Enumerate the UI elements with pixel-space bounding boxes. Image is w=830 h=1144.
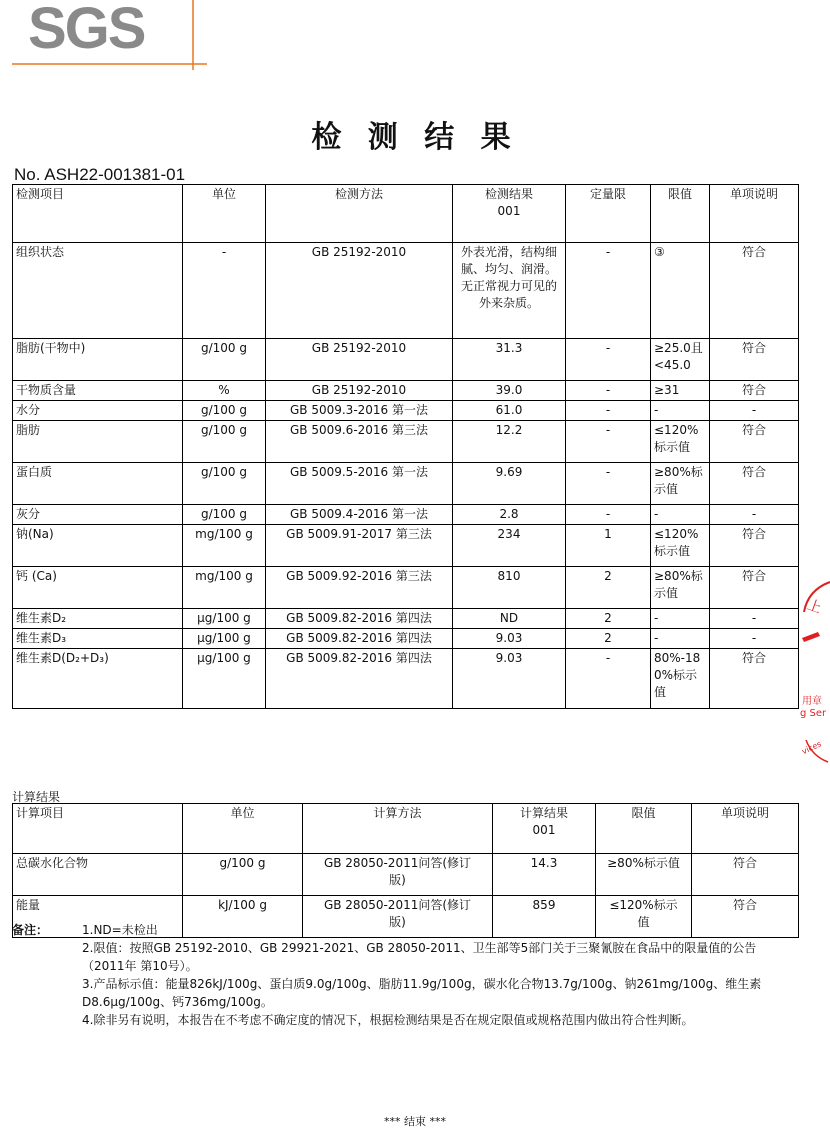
column-header: 定量限: [566, 185, 651, 243]
table-cell: 符合: [692, 854, 799, 896]
table-row: [13, 339, 799, 381]
table-cell: ≥80%标 示值: [651, 463, 710, 505]
table-cell: -: [566, 339, 651, 381]
table-row: [13, 401, 799, 421]
column-header: 计算项目: [13, 804, 183, 854]
table-cell: GB 28050-2011问答(修订 版): [303, 896, 493, 938]
table-cell: 总碳水化合物: [13, 854, 183, 896]
table-cell: -: [566, 401, 651, 421]
table-cell: -: [566, 505, 651, 525]
table-cell: 外表光滑，结构细腻、均匀、润滑。无正常视力可见的外来杂质。: [453, 243, 566, 339]
column-header: 单位: [183, 804, 303, 854]
table-cell: 能量: [13, 896, 183, 938]
column-header: 计算方法: [303, 804, 493, 854]
table-row: [13, 649, 799, 709]
table-cell: g/100 g: [183, 401, 266, 421]
table-row: [13, 381, 799, 401]
table-cell: -: [710, 609, 799, 629]
table-cell: -: [566, 421, 651, 463]
table-cell: 39.0: [453, 381, 566, 401]
test-results-table: [12, 184, 799, 709]
table-cell: 灰分: [13, 505, 183, 525]
remark-item: 1.ND=未检出: [82, 923, 158, 937]
table-cell: 符合: [710, 421, 799, 463]
table-cell: GB 5009.82-2016 第四法: [266, 609, 453, 629]
column-header: 检测结果 001: [453, 185, 566, 243]
table-cell: g/100 g: [183, 854, 303, 896]
table-cell: -: [566, 381, 651, 401]
table-cell: GB 5009.82-2016 第四法: [266, 629, 453, 649]
table-row: [13, 505, 799, 525]
table-row: [13, 243, 799, 339]
table-cell: ≥80%标 示值: [651, 567, 710, 609]
table-row: [13, 525, 799, 567]
remark-item: 3.产品标示值：能量826kJ/100g、蛋白质9.0g/100g、脂肪11.9g/100g，碳水化合物13.7g/100g、钠261mg/100g、维生素D8.6μg/100g、钙736mg/100g。: [82, 977, 762, 1009]
table-cell: 31.3: [453, 339, 566, 381]
table-cell: ≤120%标示 值: [596, 896, 692, 938]
table-cell: GB 28050-2011问答(修订 版): [303, 854, 493, 896]
table-cell: 符合: [692, 896, 799, 938]
report-number: No. ASH22-001381-01: [14, 165, 186, 184]
table-cell: 2: [566, 629, 651, 649]
table-cell: GB 5009.6-2016 第三法: [266, 421, 453, 463]
table-cell: 维生素D₃: [13, 629, 183, 649]
table-cell: mg/100 g: [183, 525, 266, 567]
calc-section-label: 计算结果: [12, 790, 61, 804]
table-cell: 符合: [710, 525, 799, 567]
table-row: [13, 609, 799, 629]
stamp-char: 上: [804, 596, 824, 617]
column-header: 限值: [596, 804, 692, 854]
table-cell: 钠(Na): [13, 525, 183, 567]
page-title: 检 测 结 果: [311, 120, 519, 155]
table-cell: -: [183, 243, 266, 339]
table-cell: GB 25192-2010: [266, 381, 453, 401]
company-seal-stamp: [798, 570, 830, 770]
table-cell: GB 5009.91-2017 第三法: [266, 525, 453, 567]
table-cell: 2: [566, 567, 651, 609]
table-cell: ≥31: [651, 381, 710, 401]
table-cell: 符合: [710, 463, 799, 505]
stamp-text-line: 用章: [802, 696, 822, 707]
table-cell: GB 5009.4-2016 第一法: [266, 505, 453, 525]
table-cell: 9.69: [453, 463, 566, 505]
table-cell: 钙 (Ca): [13, 567, 183, 609]
table-cell: 符合: [710, 381, 799, 401]
table-row: [13, 463, 799, 505]
table-cell: 61.0: [453, 401, 566, 421]
table-cell: 9.03: [453, 629, 566, 649]
stamp-mark: [802, 632, 820, 642]
table-cell: -: [651, 629, 710, 649]
table-cell: GB 25192-2010: [266, 339, 453, 381]
table-cell: 符合: [710, 649, 799, 709]
table-cell: ≤120% 标示值: [651, 421, 710, 463]
table-cell: ≥80%标示值: [596, 854, 692, 896]
table-cell: -: [566, 463, 651, 505]
table-cell: μg/100 g: [183, 609, 266, 629]
table-cell: ≥25.0且 <45.0: [651, 339, 710, 381]
table-cell: GB 5009.82-2016 第四法: [266, 649, 453, 709]
table-cell: ≤120% 标示值: [651, 525, 710, 567]
table-cell: 脂肪(干物中): [13, 339, 183, 381]
table-cell: 脂肪: [13, 421, 183, 463]
remark-item: 2.限值：按照GB 25192-2010、GB 29921-2021、GB 28050-2011、卫生部等5部门关于三聚氰胺在食品中的限量值的公告（2011年 第10号）。: [82, 941, 757, 973]
sgs-logo: [12, 0, 207, 70]
table-cell: mg/100 g: [183, 567, 266, 609]
table-cell: μg/100 g: [183, 649, 266, 709]
table-header-row: [13, 804, 799, 854]
table-cell: 859: [493, 896, 596, 938]
table-cell: ND: [453, 609, 566, 629]
column-header: 单项说明: [710, 185, 799, 243]
table-cell: kJ/100 g: [183, 896, 303, 938]
table-cell: 蛋白质: [13, 463, 183, 505]
table-row: [13, 567, 799, 609]
table-cell: -: [710, 401, 799, 421]
table-cell: 9.03: [453, 649, 566, 709]
table-cell: ③: [651, 243, 710, 339]
table-header-row: [13, 185, 799, 243]
sgs-logo-text: SGS: [28, 0, 145, 61]
column-header: 计算结果 001: [493, 804, 596, 854]
table-cell: 符合: [710, 567, 799, 609]
table-row: [13, 421, 799, 463]
table-cell: 234: [453, 525, 566, 567]
table-cell: g/100 g: [183, 421, 266, 463]
table-cell: -: [566, 243, 651, 339]
table-cell: 14.3: [493, 854, 596, 896]
table-cell: -: [651, 401, 710, 421]
end-marker: *** 结束 ***: [384, 1115, 446, 1128]
table-cell: 干物质含量: [13, 381, 183, 401]
column-header: 检测项目: [13, 185, 183, 243]
remark-item: 4.除非另有说明，本报告在不考虑不确定度的情况下，根据检测结果是否在规定限值或规格范围内做出符合性判断。: [82, 1013, 694, 1027]
table-cell: GB 25192-2010: [266, 243, 453, 339]
table-cell: 1: [566, 525, 651, 567]
calc-results-table: [12, 803, 799, 938]
table-cell: g/100 g: [183, 463, 266, 505]
table-cell: 维生素D(D₂+D₃): [13, 649, 183, 709]
table-cell: g/100 g: [183, 339, 266, 381]
table-cell: 810: [453, 567, 566, 609]
table-cell: 符合: [710, 339, 799, 381]
remarks-label: 备注：: [12, 923, 49, 937]
table-cell: 符合: [710, 243, 799, 339]
table-cell: -: [651, 505, 710, 525]
stamp-text-line: vices: [800, 739, 823, 757]
table-cell: -: [710, 629, 799, 649]
table-cell: -: [710, 505, 799, 525]
table-cell: 80%-18 0%标示 值: [651, 649, 710, 709]
table-cell: 水分: [13, 401, 183, 421]
table-cell: μg/100 g: [183, 629, 266, 649]
column-header: 单位: [183, 185, 266, 243]
table-cell: GB 5009.3-2016 第一法: [266, 401, 453, 421]
remarks-list: [82, 921, 797, 1029]
table-cell: 12.2: [453, 421, 566, 463]
column-header: 检测方法: [266, 185, 453, 243]
column-header: 限值: [651, 185, 710, 243]
table-cell: GB 5009.5-2016 第一法: [266, 463, 453, 505]
table-cell: -: [566, 649, 651, 709]
column-header: 单项说明: [692, 804, 799, 854]
stamp-text-line: g Ser: [800, 708, 827, 719]
table-cell: %: [183, 381, 266, 401]
table-row: [13, 854, 799, 896]
table-cell: -: [651, 609, 710, 629]
table-cell: 组织状态: [13, 243, 183, 339]
table-cell: 维生素D₂: [13, 609, 183, 629]
table-cell: 2.8: [453, 505, 566, 525]
table-row: [13, 629, 799, 649]
table-cell: GB 5009.92-2016 第三法: [266, 567, 453, 609]
table-cell: 2: [566, 609, 651, 629]
table-cell: g/100 g: [183, 505, 266, 525]
